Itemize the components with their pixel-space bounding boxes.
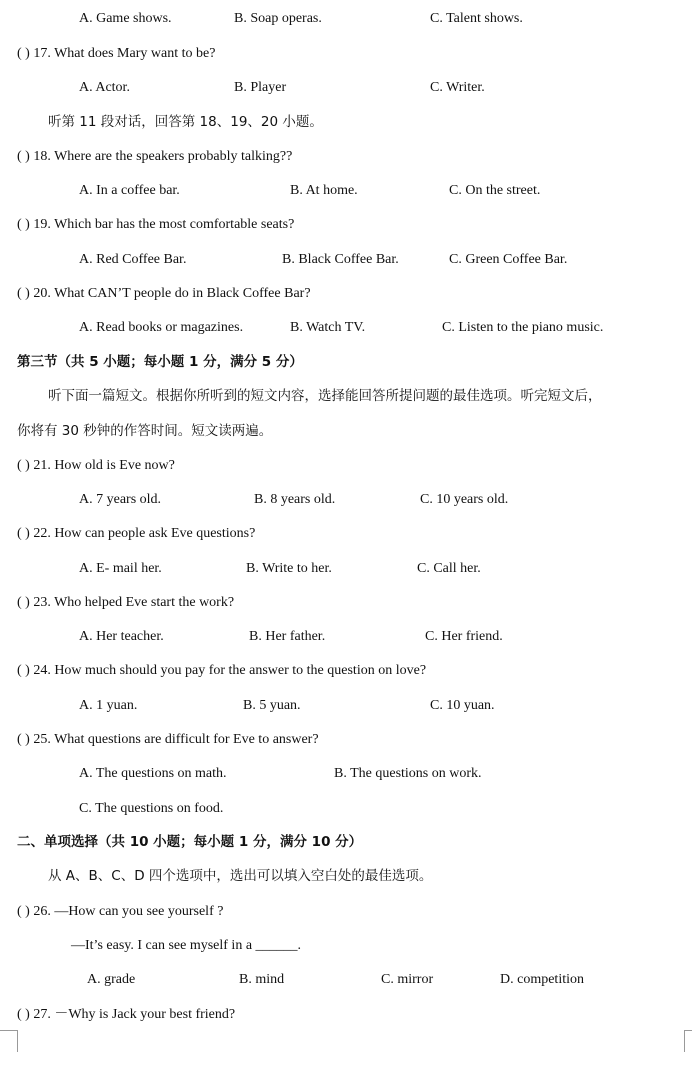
text-line: ( ) 23. Who helped Eve start the work? xyxy=(17,595,235,610)
text-line: A. 1 yuan. xyxy=(79,698,138,713)
text-line: B. 5 yuan. xyxy=(243,698,301,713)
text-line: ( ) 26. —How can you see yourself ? xyxy=(17,904,224,919)
text-line: B. The questions on work. xyxy=(334,766,482,781)
text-line: A. 7 years old. xyxy=(79,492,162,507)
text-line: ( ) 25. What questions are difficult for Eve to answer? xyxy=(17,732,319,747)
text-line: B. 8 years old. xyxy=(254,492,336,507)
text-line: C. The questions on food. xyxy=(79,801,224,816)
text-line: 第三节（共 5 小题；每小题 1 分，满分 5 分） xyxy=(17,354,303,370)
text-line: C. On the street. xyxy=(449,183,541,198)
text-line: B. Soap operas. xyxy=(234,11,322,26)
text-line: ( ) 21. How old is Eve now? xyxy=(17,458,175,473)
text-line: ( ) 24. How much should you pay for the answer to the question on love? xyxy=(17,663,427,678)
text-line: 听下面一篇短文。根据你所听到的短文内容，选择能回答所提问题的最佳选项。听完短文后， xyxy=(48,388,602,404)
text-line: C. Writer. xyxy=(430,80,485,95)
text-line: A. In a coffee bar. xyxy=(79,183,180,198)
text-line: A. The questions on math. xyxy=(79,766,227,781)
text-line: A. Actor. xyxy=(79,80,130,95)
text-line: 听第 11 段对话，回答第 18、19、20 小题。 xyxy=(48,114,323,130)
text-line: C. 10 years old. xyxy=(420,492,509,507)
text-line: B. Player xyxy=(234,80,287,95)
text-line: A. Her teacher. xyxy=(79,629,164,644)
text-line: ( ) 18. Where are the speakers probably talking?? xyxy=(17,149,293,164)
text-line: C. 10 yuan. xyxy=(430,698,495,713)
text-line: ( ) 20. What CAN’T people do in Black Coffee Bar? xyxy=(17,286,311,301)
crop-mark-right-vertical xyxy=(684,1030,685,1052)
text-line: 从 A、B、C、D 四个选项中，选出可以填入空白处的最佳选项。 xyxy=(48,868,433,884)
text-line: C. Call her. xyxy=(417,561,481,576)
text-line: A. Read books or magazines. xyxy=(79,320,244,335)
text-line: ( ) 17. What does Mary want to be? xyxy=(17,46,216,61)
text-line: A. Red Coffee Bar. xyxy=(79,252,187,267)
text-line: 你将有 30 秒钟的作答时间。短文读两遍。 xyxy=(17,423,273,439)
text-line: ( ) 19. Which bar has the most comfortable seats? xyxy=(17,217,295,232)
text-line: C. Her friend. xyxy=(425,629,503,644)
text-line: A. E- mail her. xyxy=(79,561,162,576)
text-line: C. Green Coffee Bar. xyxy=(449,252,568,267)
crop-mark-left-vertical xyxy=(17,1030,18,1052)
text-line: B. Write to her. xyxy=(246,561,332,576)
text-line: C. Talent shows. xyxy=(430,11,523,26)
text-line: B. Her father. xyxy=(249,629,326,644)
text-line: 二、单项选择（共 10 小题；每小题 1 分，满分 10 分） xyxy=(17,834,363,850)
text-line: B. mind xyxy=(239,972,285,987)
text-line: B. Watch TV. xyxy=(290,320,366,335)
text-line: B. Black Coffee Bar. xyxy=(282,252,399,267)
text-line: ( ) 22. How can people ask Eve questions? xyxy=(17,526,256,541)
text-line: A. grade xyxy=(87,972,136,987)
text-line: C. mirror xyxy=(381,972,434,987)
text-line: D. competition xyxy=(500,972,584,987)
text-line: A. Game shows. xyxy=(79,11,172,26)
crop-mark-left-horizontal xyxy=(0,1030,17,1031)
text-line: C. Listen to the piano music. xyxy=(442,320,604,335)
text-line: ( ) 27. －Why is Jack your best friend? xyxy=(17,1007,236,1022)
text-line: —It’s easy. I can see myself in a ______. xyxy=(71,938,302,953)
crop-mark-right-horizontal xyxy=(685,1030,692,1031)
text-line: B. At home. xyxy=(290,183,358,198)
